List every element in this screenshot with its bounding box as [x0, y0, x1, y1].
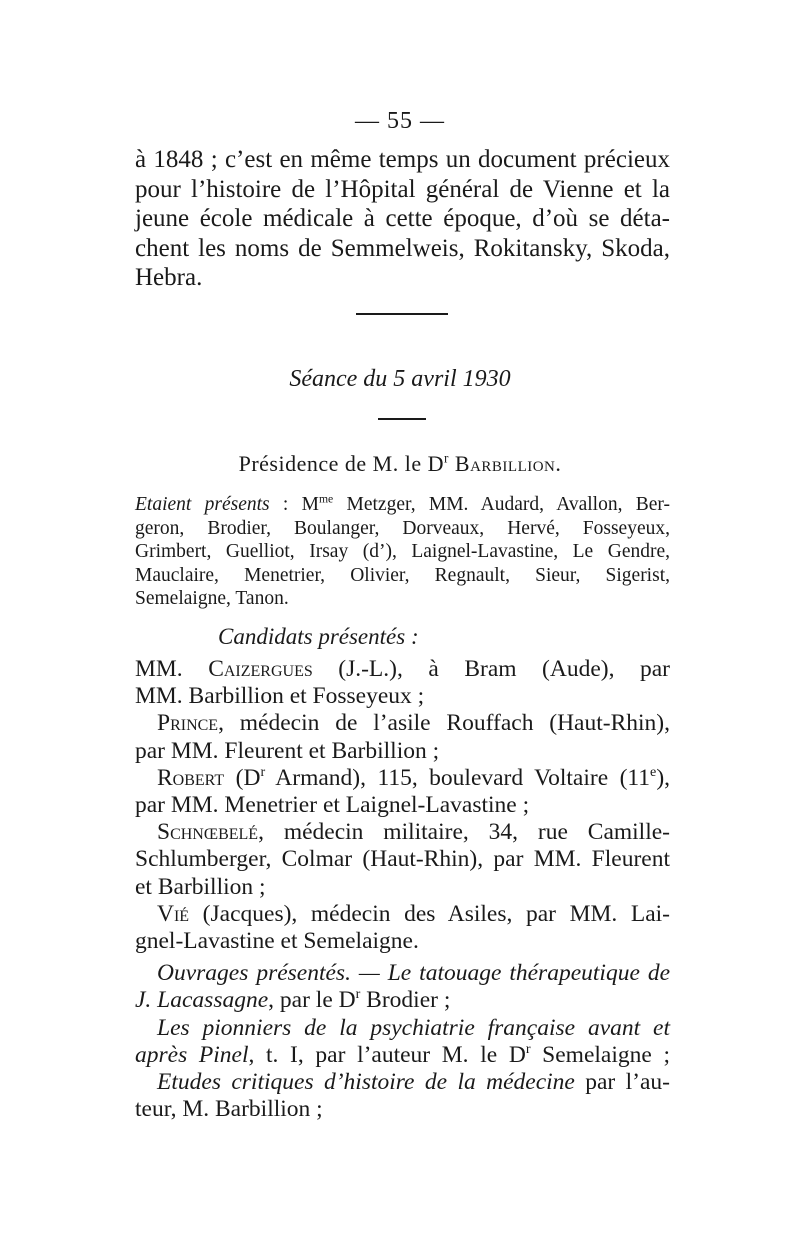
text-line: chent les noms de Semmelweis, Rokitansky, Skoda, [135, 234, 670, 262]
text-run: (J.-L.), à Bram (Aude), par [312, 656, 670, 682]
text-line: Hebra. [135, 264, 203, 291]
candidates-list [135, 656, 670, 955]
presidence-sup: r [443, 450, 449, 466]
text-run: , médecin militaire, 34, rue Camille- [258, 819, 670, 846]
text-run: Brodier ; [360, 987, 451, 1014]
text-line [135, 1069, 670, 1096]
presidence-prefix: Présidence de M. le D [238, 451, 444, 476]
candidate-name: Prince [157, 710, 219, 737]
text-line: teur, M. Barbillion ; [135, 1096, 323, 1123]
text-line: Mauclaire, Menetrier, Olivier, Regnault, Sieur, Sigerist, [135, 564, 670, 586]
text-line: et Barbillion ; [135, 873, 266, 900]
text-line: Les pionniers de la psychiatrie française avant et [157, 1014, 670, 1041]
superscript: r [355, 986, 361, 1003]
text-line: Ouvrages présentés. — Le tatouage thérapeutique de [157, 960, 670, 986]
text-line: pour l’histoire de l’Hôpital général de Vienne et la [135, 175, 670, 203]
text-line: Grimbert, Guelliot, Irsay (d’), Laignel-Lavastine, Le Gendre, [135, 541, 670, 562]
text-line: à 1848 ; c’est en même temps un document précieux [135, 146, 670, 173]
text-line: jeune école médicale à cette époque, d’où se déta- [135, 205, 670, 232]
work-title: après Pinel [135, 1041, 249, 1068]
candidate-name: Schnœbelé [157, 819, 259, 846]
attendance-label: Etaient présents [135, 494, 270, 515]
text-line: geron, Brodier, Boulanger, Dorveaux, Hervé, Fosseyeux, [135, 517, 670, 539]
text-line: par MM. Fleurent et Barbillion ; [135, 737, 440, 764]
session-title: Séance du 5 avril 1930 [289, 366, 511, 392]
text-run: (Jacques), médecin des Asiles, par MM. Lai- [189, 900, 670, 927]
presidence-name: Barbillion. [448, 451, 562, 476]
text-run: , médecin de l’asile Rouffach (Haut-Rhin), [218, 710, 670, 737]
superscript: r [260, 763, 266, 780]
candidate-name: Robert [157, 764, 225, 791]
superscript: e [650, 763, 657, 780]
superscript: r [525, 1041, 531, 1058]
text-line: Schlumberger, Colmar (Haut-Rhin), par MM. Fleurent [135, 846, 670, 873]
text-line [135, 987, 670, 1014]
text-line [135, 656, 670, 683]
text-run: , par le D [268, 987, 356, 1014]
candidate-name: Caizergues [208, 656, 313, 682]
text-line: par MM. Menetrier et Laignel-Lavastine ; [135, 792, 530, 819]
text-line [135, 819, 670, 846]
text-run: , t. I, par l’auteur M. le D [248, 1041, 526, 1068]
text-line [135, 710, 670, 737]
text-line: gnel-Lavastine et Semelaigne. [135, 928, 419, 955]
text-run: : M [269, 494, 319, 515]
work-author: J. Lacassagne [135, 987, 269, 1014]
text-line: Semelaigne, Tanon. [135, 588, 289, 609]
intro-paragraph [135, 145, 670, 293]
work-title: Etudes critiques d’histoire de la médecine [157, 1069, 575, 1096]
text-run: (D [224, 764, 261, 791]
candidates-heading: Candidats présentés : [218, 624, 419, 649]
text-run: ), [656, 764, 671, 791]
presidence-line [0, 451, 800, 477]
text-run: Semelaigne ; [530, 1041, 670, 1068]
works-list [135, 960, 670, 1124]
short-divider [378, 418, 426, 420]
text-run: Armand), 115, boulevard Voltaire (11 [265, 764, 651, 791]
page-number: — 55 — [355, 108, 445, 134]
text-run: MM. [135, 656, 209, 682]
superscript: me [318, 492, 334, 506]
text-line [135, 493, 670, 517]
candidate-name: Vié [157, 900, 190, 927]
text-line [135, 901, 670, 928]
text-line [135, 765, 670, 792]
text-run: par l’au- [574, 1069, 670, 1096]
text-line [135, 1042, 670, 1069]
text-line: MM. Barbillion et Fosseyeux ; [135, 683, 425, 710]
text-run: Metzger, MM. Audard, Avallon, Ber- [333, 494, 670, 515]
section-divider [356, 313, 448, 315]
attendance-paragraph [135, 493, 670, 611]
